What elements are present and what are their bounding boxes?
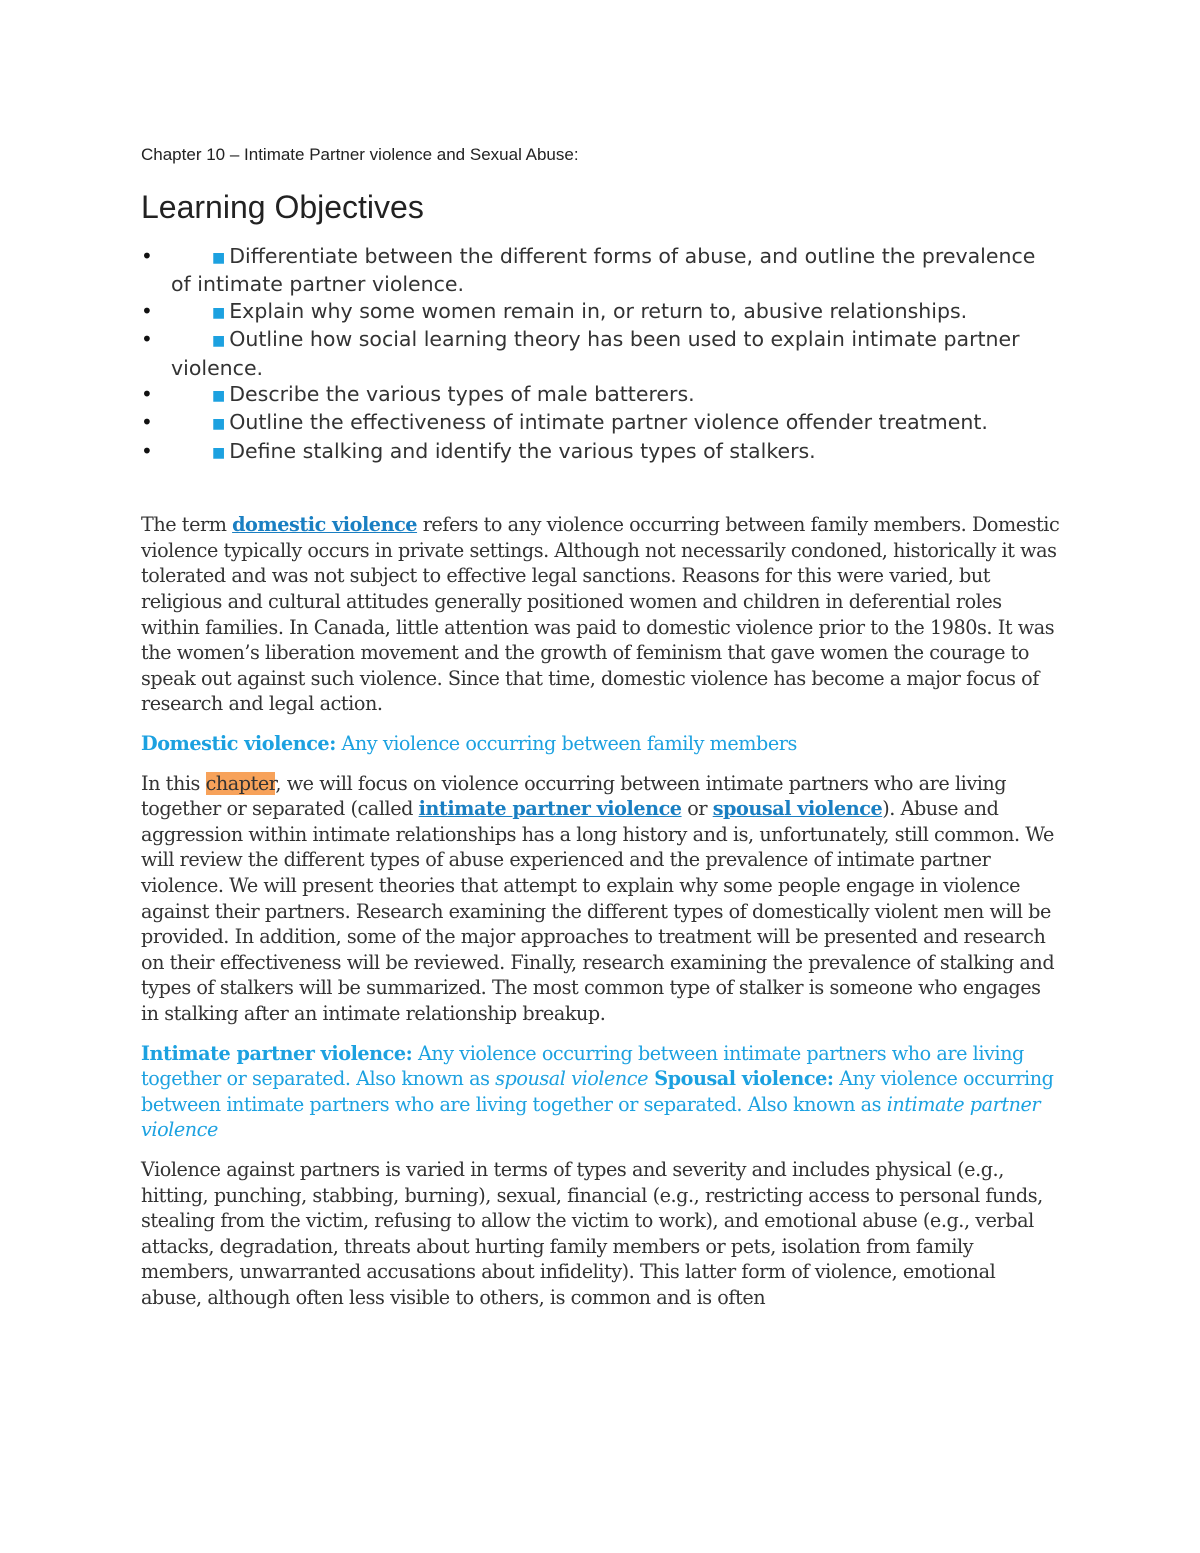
objective-text: Explain why some women remain in, or return to, abusive relationships. <box>229 298 968 323</box>
objective-text: Outline the effectiveness of intimate partner violence offender treatment. <box>229 410 988 435</box>
paragraph-text: The term <box>141 513 233 537</box>
paragraph-violence-types: Violence against partners is varied in terms of types and severity and includes physical (e.g., hitting, punching, stabbing, burning), sexual, financial (e.g., restricting access to personal funds, stealing from the victim, refusing to allow the victim to work), and emotional abuse (e.g., verbal attacks, degradation, threats about hurting family members or pets, isolation from family members, unwarranted accusations about infidelity). This latter form of violence, emotional abuse, although often less visible to others, is common and is often <box>141 1157 1043 1309</box>
definition-italic: spousal violence <box>495 1067 648 1091</box>
objective-item <box>141 243 1061 298</box>
definition-italic: intimate partner violence <box>141 1092 1041 1142</box>
square-bullet-icon: ■ <box>212 388 226 405</box>
learning-objectives-list <box>141 243 1061 466</box>
glossary-link-spousal-violence[interactable]: spousal violence <box>712 797 883 821</box>
objective-item <box>141 438 1061 466</box>
paragraph-text: In this <box>141 771 206 795</box>
objective-text: Describe the various types of male batterers. <box>229 382 695 407</box>
paragraph-chapter-overview <box>141 771 1061 1027</box>
highlighted-word: chapter <box>205 771 276 795</box>
definition-term: Spousal violence: <box>648 1067 834 1091</box>
square-bullet-icon: ■ <box>212 444 226 461</box>
paragraph-text: or <box>681 797 713 821</box>
definition-text: Any violence occurring between intimate partners who are living together or separated. Also known as <box>141 1067 1054 1116</box>
definition-text: Any violence occurring between intimate partners who are living together or separated. Also known as <box>141 1041 1024 1091</box>
objective-item <box>141 381 1061 409</box>
paragraph-text: , we will focus on violence occurring between intimate partners who are living together or separated (called <box>141 771 1007 821</box>
definition-term: Intimate partner violence: <box>141 1041 413 1065</box>
objective-item <box>141 298 1061 326</box>
paragraph-text: refers to any violence occurring between family members. Domestic violence typically occurs in private settings. Although not necessarily condoned, historically it was tolerated and was not subject to effective legal sanctions. Reasons for this were varied, but religious and cultural attitudes generally positioned women and children in deferential roles within families. In Canada, little attention was paid to domestic violence prior to the 1980s. It was the women’s liberation movement and the growth of feminism that gave women the courage to speak out against such violence. Since that time, domestic violence has become a major focus of research and legal action. <box>141 513 1060 716</box>
document-content <box>141 143 1061 1310</box>
definition-text: Any violence occurring between family members <box>335 732 797 755</box>
square-bullet-icon: ■ <box>212 333 226 350</box>
definition-domestic-violence <box>141 731 1061 757</box>
definition-term: Domestic violence: <box>141 732 336 755</box>
objective-item <box>141 326 1061 381</box>
glossary-link-domestic-violence[interactable]: domestic violence <box>232 513 418 537</box>
objective-text: Outline how social learning theory has been used to explain intimate partner violence. <box>171 327 1020 380</box>
definition-intimate-partner-violence <box>141 1041 1061 1143</box>
glossary-link-intimate-partner-violence[interactable]: intimate partner violence <box>418 797 682 821</box>
square-bullet-icon: ■ <box>212 250 226 266</box>
objective-text: Differentiate between the different forms of abuse, and outline the prevalence of intimate partner violence. <box>171 244 1036 297</box>
square-bullet-icon: ■ <box>212 416 226 433</box>
paragraph-text: ). Abuse and aggression within intimate relationships has a long history and is, unfortunately, still common. We will review the different types of abuse experienced and the prevalence of intimate partner violence. We will present theories that attempt to explain why some people engage in violence against their partners. Research examining the different types of domestically violent men will be provided. In addition, some of the major approaches to treatment will be presented and research on their effectiveness will be reviewed. Finally, research examining the prevalence of stalking and types of stalkers will be summarized. The most common type of stalker is someone who engages in stalking after an intimate relationship breakup. <box>141 797 1055 1025</box>
learning-objectives-heading: Learning Objectives <box>141 189 424 225</box>
chapter-title: Chapter 10 – Intimate Partner violence and Sexual Abuse: <box>141 145 579 164</box>
paragraph-domestic-violence <box>141 512 1061 717</box>
square-bullet-icon: ■ <box>212 304 226 321</box>
objective-item <box>141 409 1061 437</box>
objective-text: Define stalking and identify the various types of stalkers. <box>229 438 816 463</box>
